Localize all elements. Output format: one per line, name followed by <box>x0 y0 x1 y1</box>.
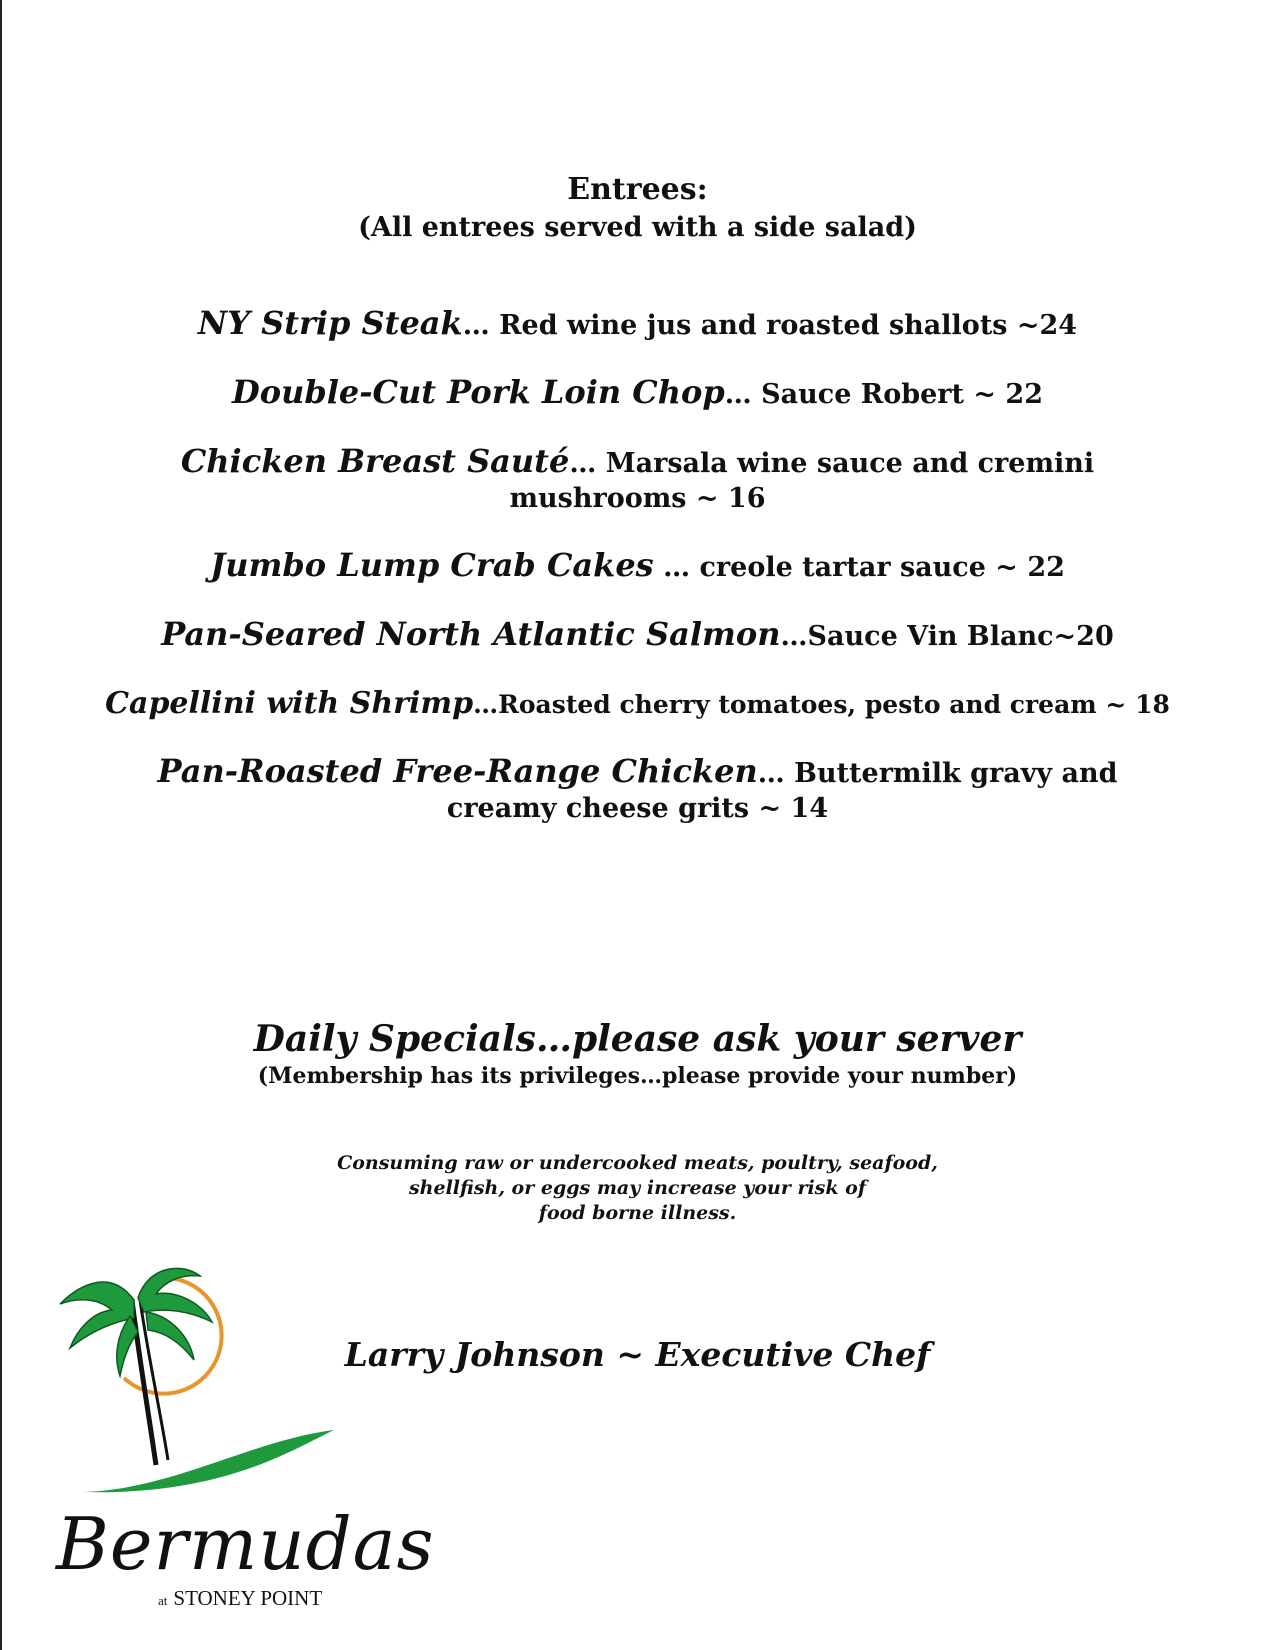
palm-tree-icon <box>52 1260 372 1510</box>
menu-item-name: NY Strip Steak <box>197 304 463 342</box>
daily-specials-subtitle: (Membership has its privileges…please provide your number) <box>257 1063 1018 1089</box>
entree-list <box>60 306 1215 858</box>
menu-item-name: Pan-Seared North Atlantic Salmon <box>161 615 781 653</box>
menu-item-name: Jumbo Lump Crab Cakes <box>210 546 654 584</box>
menu-item-ny-strip-steak <box>60 306 1215 343</box>
menu-item-description: … Sauce Robert ~ 22 <box>724 379 1043 410</box>
menu-item-description: … Red wine jus and roasted shallots ~24 <box>462 310 1078 341</box>
menu-item-name: Pan-Roasted Free-Range Chicken <box>157 752 758 790</box>
daily-specials <box>0 1017 1275 1091</box>
menu-item-description: …Sauce Vin Blanc~20 <box>780 621 1114 652</box>
menu-item-name: Capellini with Shrimp <box>105 686 474 721</box>
warning-line: Consuming raw or undercooked meats, poultry, seafood, <box>337 1152 938 1174</box>
menu-item-capellini-shrimp <box>60 686 1215 722</box>
swoosh-icon <box>82 1430 334 1492</box>
menu-item-chicken-breast-saute <box>60 444 1215 516</box>
daily-specials-title: Daily Specials…please ask your server <box>253 1018 1022 1060</box>
menu-item-description: … creole tartar sauce ~ 22 <box>653 552 1065 583</box>
menu-item-description: … Buttermilk gravy and creamy cheese grits ~ 14 <box>446 758 1118 824</box>
warning-line: shellfish, or eggs may increase your risk of <box>408 1177 867 1199</box>
menu-item-description: …Roasted cherry tomatoes, pesto and cream ~ 18 <box>473 690 1170 719</box>
logo-brand-name: Bermudas <box>56 1502 435 1586</box>
menu-item-description: … Marsala wine sauce and cremini mushrooms ~ 16 <box>509 448 1095 514</box>
menu-item-salmon <box>60 617 1215 654</box>
entrees-subtitle: (All entrees served with a side salad) <box>358 212 917 243</box>
menu-item-name: Double-Cut Pork Loin Chop <box>231 373 725 411</box>
food-safety-warning <box>0 1151 1275 1226</box>
logo-at: at <box>158 1593 168 1608</box>
logo-location-name: STONEY POINT <box>173 1586 323 1610</box>
menu-item-free-range-chicken <box>60 754 1215 826</box>
menu-item-name: Chicken Breast Sauté <box>180 442 570 480</box>
logo-location <box>158 1586 322 1611</box>
entrees-title: Entrees: <box>567 172 708 207</box>
menu-item-pork-loin-chop <box>60 375 1215 412</box>
menu-item-crab-cakes <box>60 548 1215 585</box>
page-left-border <box>0 0 2 1650</box>
bermudas-logo <box>52 1260 435 1620</box>
warning-line: food borne illness. <box>538 1202 737 1224</box>
chef-credit: Larry Johnson ~ Executive Chef <box>344 1335 931 1374</box>
